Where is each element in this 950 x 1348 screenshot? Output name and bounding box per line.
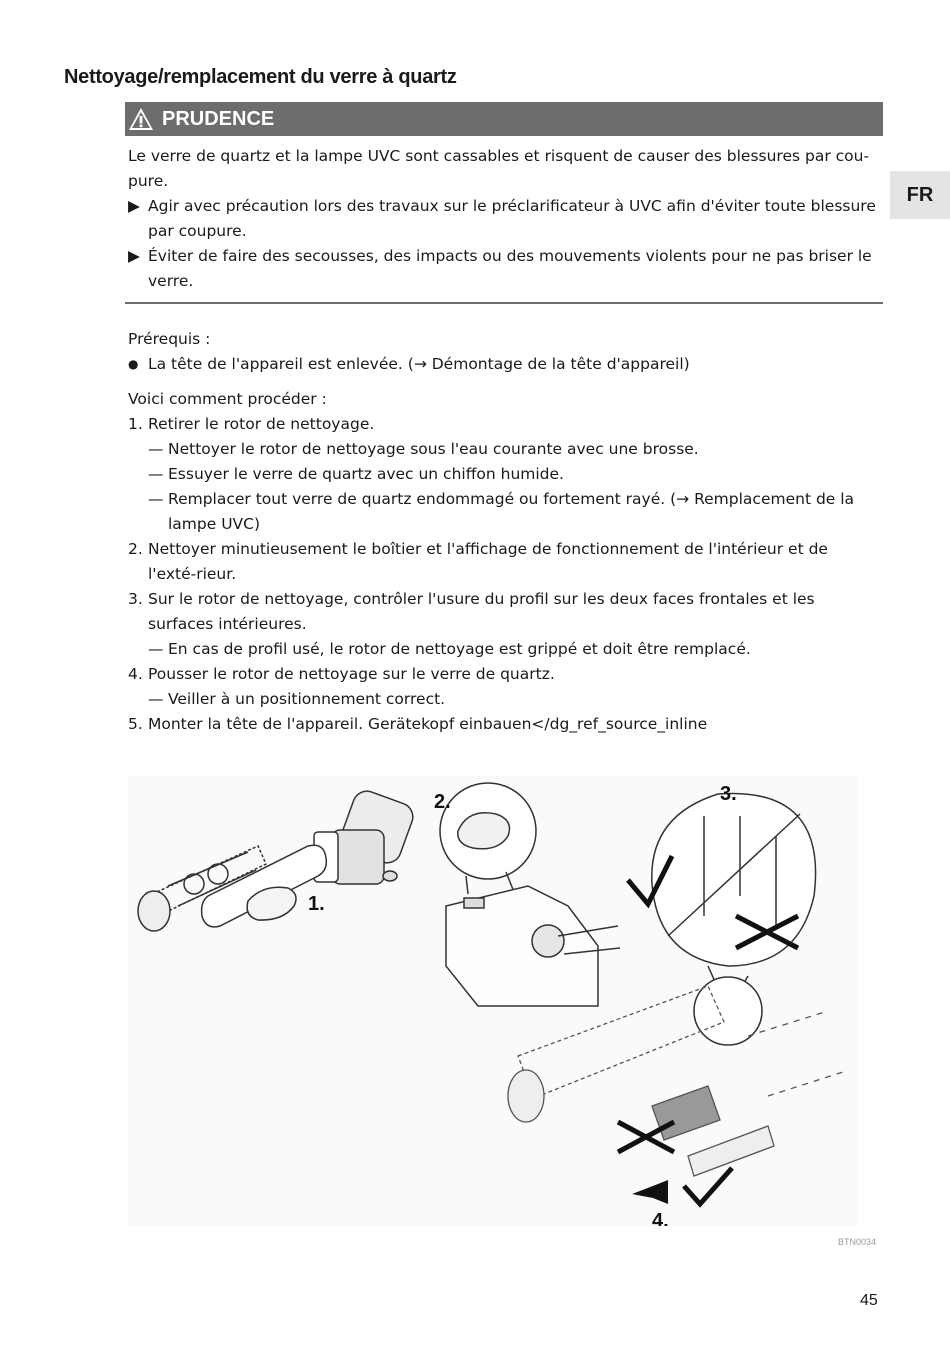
step-item (128, 712, 880, 737)
step-item (128, 412, 880, 437)
callout-3: 3. (720, 783, 737, 805)
arrow-icon: ▶ (128, 247, 140, 265)
caution-body (128, 144, 880, 294)
caution-label: PRUDENCE (162, 107, 275, 130)
callout-2: 2. (434, 791, 451, 813)
prerequisites-label: Prérequis : (128, 330, 211, 348)
caution-bar (125, 102, 883, 136)
maintenance-illustration (128, 776, 858, 1226)
step-number: 2. (128, 540, 143, 558)
caution-item-text: Éviter de faire des secousses, des impacts ou des mouvements violents pour ne pas briser le verre. (148, 247, 872, 290)
language-tab: FR (890, 171, 950, 219)
step-text: Retirer le rotor de nettoyage. (148, 415, 375, 433)
dash-marker: — (148, 690, 164, 708)
section-heading: Nettoyage/remplacement du verre à quartz (64, 66, 457, 88)
substep-text: Remplacer tout verre de quartz endommagé ou fortement rayé. (→ Remplacement de la lampe UVC) (168, 490, 855, 533)
step-number: 4. (128, 665, 143, 683)
step-text: Monter la tête de l'appareil. Gerätekopf einbauen</dg_ref_source_inline (148, 715, 708, 733)
instructions (128, 327, 880, 737)
caution-rule (125, 302, 883, 304)
substep-item (128, 462, 880, 487)
warning-triangle-icon (128, 107, 154, 131)
substep-text: En cas de profil usé, le rotor de nettoyage est grippé et doit être remplacé. (168, 640, 751, 658)
substep-item (128, 437, 880, 462)
step-text: Nettoyer minutieusement le boîtier et l'affichage de fonctionnement de l'intérieur et de l'exté-rieur. (148, 540, 828, 583)
substep-text: Essuyer le verre de quartz avec un chiffon humide. (168, 465, 564, 483)
arrow-icon: ▶ (128, 197, 140, 215)
step-text: Pousser le rotor de nettoyage sur le verre de quartz. (148, 665, 555, 683)
caution-item-text: Agir avec précaution lors des travaux sur le préclarificateur à UVC afin d'éviter toute blessure par coupure. (148, 197, 876, 240)
dash-marker: — (148, 465, 164, 483)
prerequisite-text: La tête de l'appareil est enlevée. (→ Démontage de la tête d'appareil) (148, 355, 690, 373)
step-item (128, 662, 880, 687)
callout-1: 1. (308, 893, 325, 915)
caution-item (128, 244, 880, 294)
substep-item (128, 487, 880, 537)
step-number: 5. (128, 715, 143, 733)
dash-marker: — (148, 440, 164, 458)
substep-text: Veiller à un positionnement correct. (168, 690, 446, 708)
callout-4: 4. (652, 1210, 669, 1226)
prerequisite-item (128, 352, 880, 377)
procedure-label: Voici comment procéder : (128, 390, 327, 408)
step-number: 1. (128, 415, 143, 433)
substep-item (128, 637, 880, 662)
dash-marker: — (148, 640, 164, 658)
dash-marker: — (148, 490, 164, 508)
step-item (128, 537, 880, 587)
caution-text: Le verre de quartz et la lampe UVC sont cassables et risquent de causer des blessures par cou-pure. (128, 147, 870, 190)
figure-code: BTN0034 (838, 1237, 877, 1247)
substep-item (128, 687, 880, 712)
substep-text: Nettoyer le rotor de nettoyage sous l'eau courante avec une brosse. (168, 440, 699, 458)
caution-item (128, 194, 880, 244)
step-number: 3. (128, 590, 143, 608)
page-number: 45 (860, 1292, 878, 1309)
step-item (128, 587, 880, 637)
bullet-icon: ● (128, 357, 139, 371)
step-text: Sur le rotor de nettoyage, contrôler l'usure du profil sur les deux faces frontales et les surfaces intérieures. (148, 590, 815, 633)
